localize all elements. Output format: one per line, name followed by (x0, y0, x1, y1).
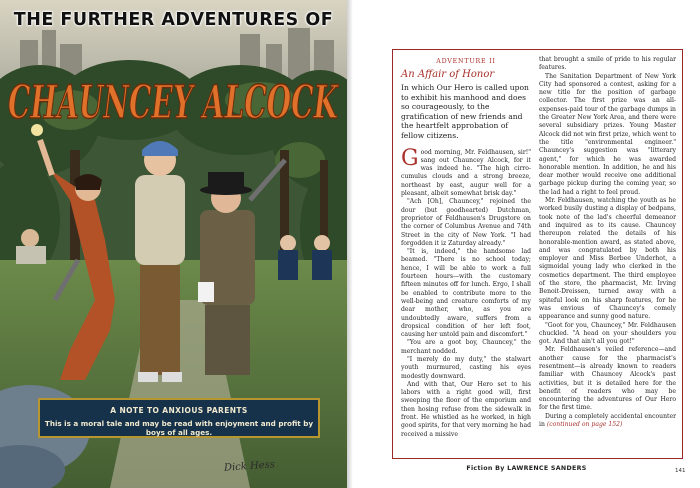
notice-body: This is a moral tale and may be read with enjoyment and profit by boys of all ages. (44, 419, 314, 437)
paragraph: And with that, Our Hero set to his labors with a right good will, first sweeping the floor of the emporium and then hosing refuse from the sidewalk in front. He whistled as he worked, in high good spirits, for that very morning he had received a missive (401, 380, 531, 438)
paragraph: The Sanitation Department of New York City had sponsored a contest, asking for a new title for the position of garbage collector. The first prize was an all-expenses-paid tour of the garbage dumps in the Greater New York Area, and there were several subsidiary prizes. Young Master Alcock did not win first prize, which went to the title "environmental engineer." Chauncey's suggestion was "litterary agent," for which he was awarded honorable mention. In addition, he and his dear mother would receive one additional garbage pickup during the coming year, so the lad had a right to feel proud. (539, 72, 676, 196)
paragraph: Mr. Feldhausen's veiled reference—and another cause for the pharmacist's resentment—is already known to readers familiar with Chauncey Alcock's past activities, but it is detailed here for the benefit of readers who may be encountering the adventures of Our Hero for the first time. (539, 346, 676, 412)
series-title: THE FURTHER ADVENTURES OF (13, 10, 334, 30)
paragraph: "You are a goot boy, Chauncey," the merchant nodded. (401, 339, 531, 355)
paragraph: "Ach [Oh], Chauncey," rejoined the dour (but goodhearted) Dutchman, proprietor of Feldhausen's Drugstore on the corner of Columbus Avenue and 74th Street in the city of New York. "I had forgodden it iz Zaturday already." (401, 198, 531, 247)
paragraph-text: During a completely accidental encounter in (539, 412, 676, 429)
page-number: 141 (675, 468, 686, 474)
paragraph (401, 145, 531, 199)
article-page (353, 0, 700, 488)
kicker: ADVENTURE II (436, 58, 496, 65)
article-column-1 (401, 58, 531, 439)
paragraph: "Goot for you, Chauncey," Mr. Feldhausen chuckled. "A head on your shoulders you got. And that ain't all you got!" (539, 321, 676, 346)
article-column-2 (539, 56, 676, 429)
illustration-page (0, 0, 347, 488)
continued-note: (continued on page 152) (546, 421, 623, 429)
paragraph: "I merely do my duty," the stalwart youth murmured, casting his eyes modestly downward. (401, 355, 531, 380)
drop-cap: G (401, 145, 419, 171)
paragraph: Mr. Feldhausen, watching the youth as he worked busily dusting a display of bedpans, took note of the lad's cheerful demeanor and inquired as to its cause. Chauncey thereupon related the details of his honorable-mention award, as stated above, and was congratulated by both his employer and Miss Berbee Underhot, a sigmoidal young lady who clerked in the cosmetics department. The third employee of the store, the pharmacist, Mr. Irving Benoit-Dreissen, turned away with a spiteful look on his sharp features, for he was envious of Chauncey's comely appearance and sunny good nature. (539, 197, 676, 321)
name-logo-text: CHAUNCEY ALCOCK (8, 75, 340, 129)
hero-figure (135, 141, 185, 382)
notice-heading: A NOTE TO ANXIOUS PARENTS (110, 406, 248, 415)
article-headline: An Affair of Honor (401, 69, 495, 80)
name-logo (8, 75, 339, 129)
blue-cap (142, 141, 178, 156)
paragraph (539, 413, 676, 430)
book (198, 282, 214, 302)
pistol-right (250, 160, 285, 200)
paragraph: that brought a smile of pride to his regular features. (539, 56, 676, 72)
byline: Fiction By LAWRENCE SANDERS (466, 465, 587, 472)
article-deck: In which Our Hero is called upon to exhibit his manhood and does so courageously, to the gratification of new friends and the heartfelt approbation of fellow citizens. (401, 83, 529, 140)
parents-notice-box (38, 398, 320, 438)
paragraph: "It is, indeed," the handsome lad beamed. "There is no school today; hence, I will be able to work a full fourteen hours—with the customary fifteen minutes off for lunch. Ergo, I shall be enabled to contribute more to the well-being and creature comforts of my dear mother, who, as you are undoubtedly aware, suffers from a dropsical condition of her left foot, causing her untold pain and discomfort." (401, 248, 531, 339)
artist-signature: Dick Hess (223, 459, 276, 474)
paragraph-text: ood morning, Mr. Feldhausen, sir!" sang out Chauncey Alcock, for it was indeed he. "The high cirro-cumulus clouds and a strong breeze, northeast by east, augur well for a pleasant, albeit somewhat brisk day." (401, 148, 531, 198)
